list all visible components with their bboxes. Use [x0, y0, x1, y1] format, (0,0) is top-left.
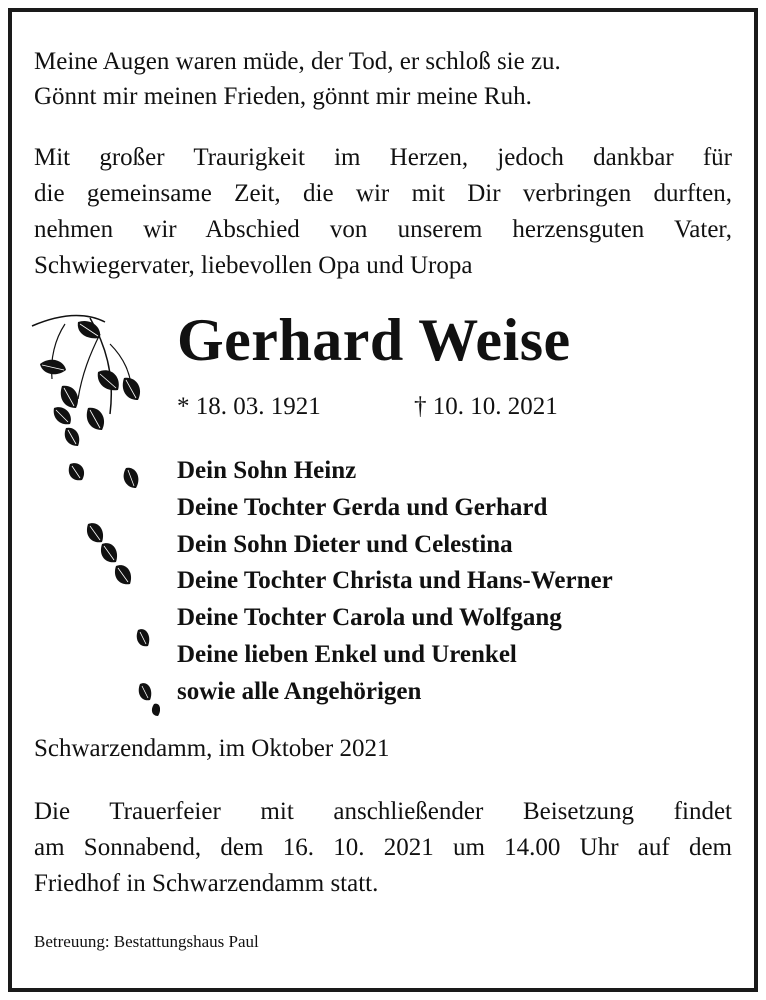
- intro-line: Mit großer Traurigkeit im Herzen, jedoch dankbar für: [34, 144, 732, 171]
- intro-line: die gemeinsame Zeit, die wir mit Dir verbringen durften,: [34, 180, 732, 207]
- mourner-line: Dein Sohn Dieter und Celestina: [177, 530, 513, 558]
- mourner-line: sowie alle Angehörigen: [177, 677, 422, 705]
- mourner-line: Dein Sohn Heinz: [177, 457, 357, 484]
- intro-text: [34, 140, 732, 284]
- funeral-line: Die Trauerfeier mit anschließender Beisetzung findet: [34, 798, 732, 825]
- mourners-list: [177, 453, 613, 711]
- funeral-line: am Sonnabend, dem 16. 10. 2021 um 14.00 Uhr auf dem: [34, 834, 732, 861]
- mourner-line: Deine Tochter Carola und Wolfgang: [177, 604, 562, 632]
- mourner-line: Deine Tochter Gerda und Gerhard: [177, 493, 548, 521]
- birth-date: * 18. 03. 1921: [177, 393, 321, 420]
- obituary-frame: [8, 8, 758, 992]
- falling-leaves-icon: [30, 304, 160, 724]
- place-date: Schwarzendamm, im Oktober 2021: [34, 735, 390, 762]
- poem: [34, 44, 561, 114]
- funeral-notice: [34, 794, 732, 902]
- mourner-line: Deine lieben Enkel und Urenkel: [177, 640, 517, 668]
- intro-line: Schwiegervater, liebevollen Opa und Uropa: [34, 252, 473, 279]
- deceased-name: Gerhard Weise: [177, 307, 571, 373]
- funeral-home-credit: Betreuung: Bestattungshaus Paul: [34, 932, 259, 951]
- poem-line: Meine Augen waren müde, der Tod, er schloß sie zu.: [34, 48, 561, 75]
- death-date: † 10. 10. 2021: [414, 393, 558, 420]
- poem-line: Gönnt mir meinen Frieden, gönnt mir meine Ruh.: [34, 83, 532, 110]
- intro-line: nehmen wir Abschied von unserem herzensguten Vater,: [34, 216, 732, 243]
- mourner-line: Deine Tochter Christa und Hans-Werner: [177, 567, 613, 595]
- funeral-line: Friedhof in Schwarzendamm statt.: [34, 870, 379, 897]
